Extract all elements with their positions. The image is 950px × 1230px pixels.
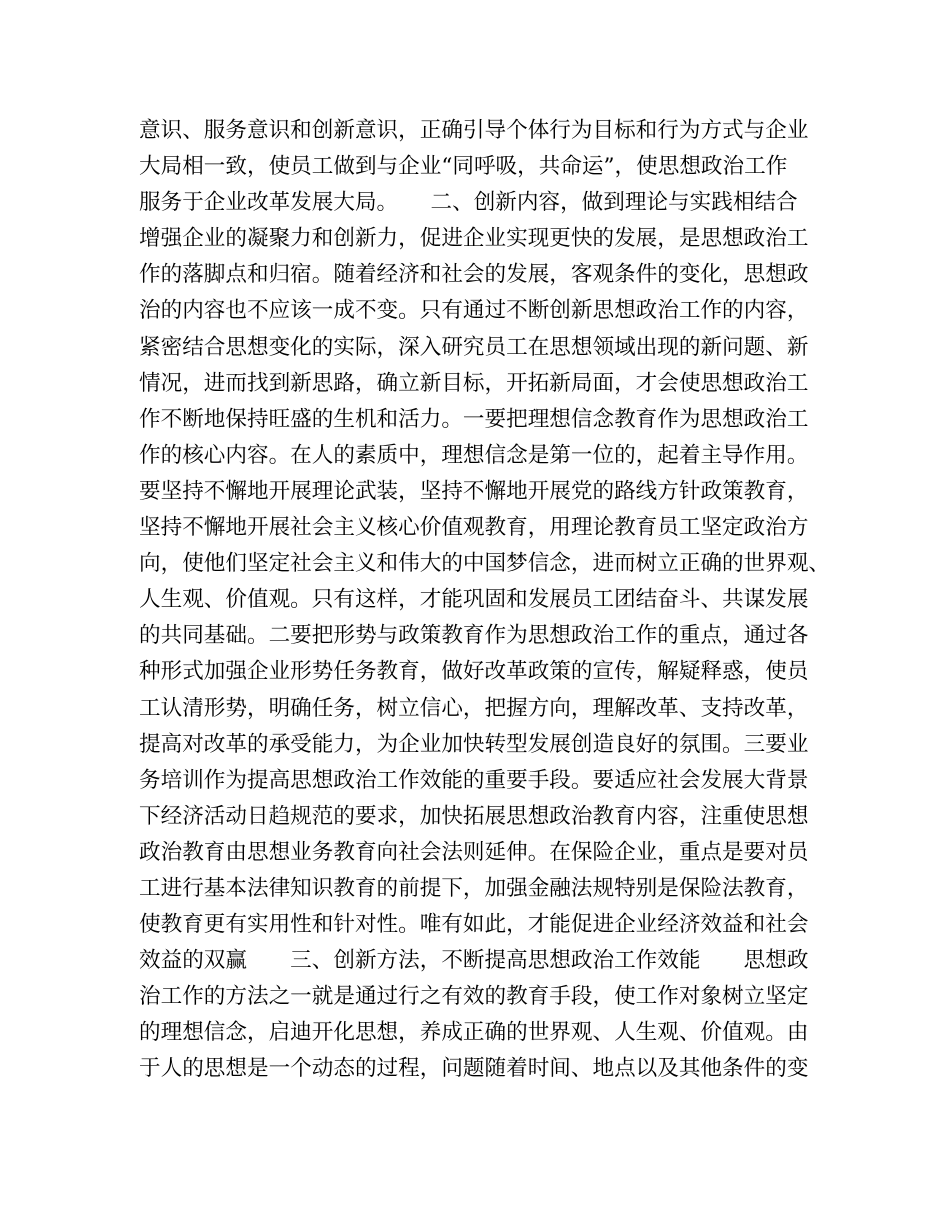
text-line: 作不断地保持旺盛的生机和活力。一要把理想信念教育作为思想政治工 bbox=[139, 406, 809, 432]
text-line: 种形式加强企业形势任务教育，做好改革政策的宣传，解疑释惑，使员 bbox=[139, 659, 809, 685]
text-line: 向，使他们坚定社会主义和伟大的中国梦信念，进而树立正确的世界观、 bbox=[139, 551, 831, 577]
text-line: 的共同基础。二要把形势与政策教育作为思想政治工作的重点，通过各 bbox=[139, 623, 809, 649]
body-text bbox=[139, 113, 839, 1088]
text-line: 服务于企业改革发展大局。 二、创新内容，做到理论与实践相结合 bbox=[139, 190, 798, 216]
text-line: 政治教育由思想业务教育向社会法则延伸。在保险企业，重点是要对员 bbox=[139, 839, 809, 865]
text-line: 于人的思想是一个动态的过程，问题随着时间、地点以及其他条件的变 bbox=[139, 1056, 809, 1082]
text-line: 坚持不懈地开展社会主义核心价值观教育，用理论教育员工坚定政治方 bbox=[139, 515, 809, 541]
text-line: 治的内容也不应该一成不变。只有通过不断创新思想政治工作的内容， bbox=[139, 298, 809, 324]
text-line: 工进行基本法律知识教育的前提下，加强金融法规特别是保险法教育， bbox=[139, 875, 809, 901]
text-line: 提高对改革的承受能力，为企业加快转型发展创造良好的氛围。三要业 bbox=[139, 731, 809, 757]
text-line: 务培训作为提高思想政治工作效能的重要手段。要适应社会发展大背景 bbox=[139, 767, 809, 793]
text-line: 人生观、价值观。只有这样，才能巩固和发展员工团结奋斗、共谋发展 bbox=[139, 587, 809, 613]
text-line: 作的落脚点和归宿。随着经济和社会的发展，客观条件的变化，思想政 bbox=[139, 262, 809, 288]
text-line: 的理想信念，启迪开化思想，养成正确的世界观、人生观、价值观。由 bbox=[139, 1020, 809, 1046]
text-line: 使教育更有实用性和针对性。唯有如此，才能促进企业经济效益和社会 bbox=[139, 912, 809, 938]
text-line: 情况，进而找到新思路，确立新目标，开拓新局面，才会使思想政治工 bbox=[139, 370, 809, 396]
text-line: 作的核心内容。在人的素质中，理想信念是第一位的，起着主导作用。 bbox=[139, 442, 809, 468]
text-line: 工认清形势，明确任务，树立信心，把握方向，理解改革、支持改革， bbox=[139, 695, 809, 721]
text-line: 意识、服务意识和创新意识，正确引导个体行为目标和行为方式与企业 bbox=[139, 118, 809, 143]
text-line: 大局相一致，使员工做到与企业“同呼吸，共命运”，使思想政治工作 bbox=[139, 154, 788, 180]
text-line: 效益的双赢 三、创新方法，不断提高思想政治工作效能 思想政 bbox=[139, 948, 809, 974]
text-line: 要坚持不懈地开展理论武装，坚持不懈地开展党的路线方针政策教育， bbox=[139, 478, 809, 504]
text-line: 紧密结合思想变化的实际，深入研究员工在思想领域出现的新问题、新 bbox=[139, 334, 809, 360]
text-line: 下经济活动日趋规范的要求，加快拓展思想政治教育内容，注重使思想 bbox=[139, 803, 809, 829]
text-line: 增强企业的凝聚力和创新力，促进企业实现更快的发展，是思想政治工 bbox=[139, 226, 809, 252]
text-line: 治工作的方法之一就是通过行之有效的教育手段，使工作对象树立坚定 bbox=[139, 984, 809, 1010]
